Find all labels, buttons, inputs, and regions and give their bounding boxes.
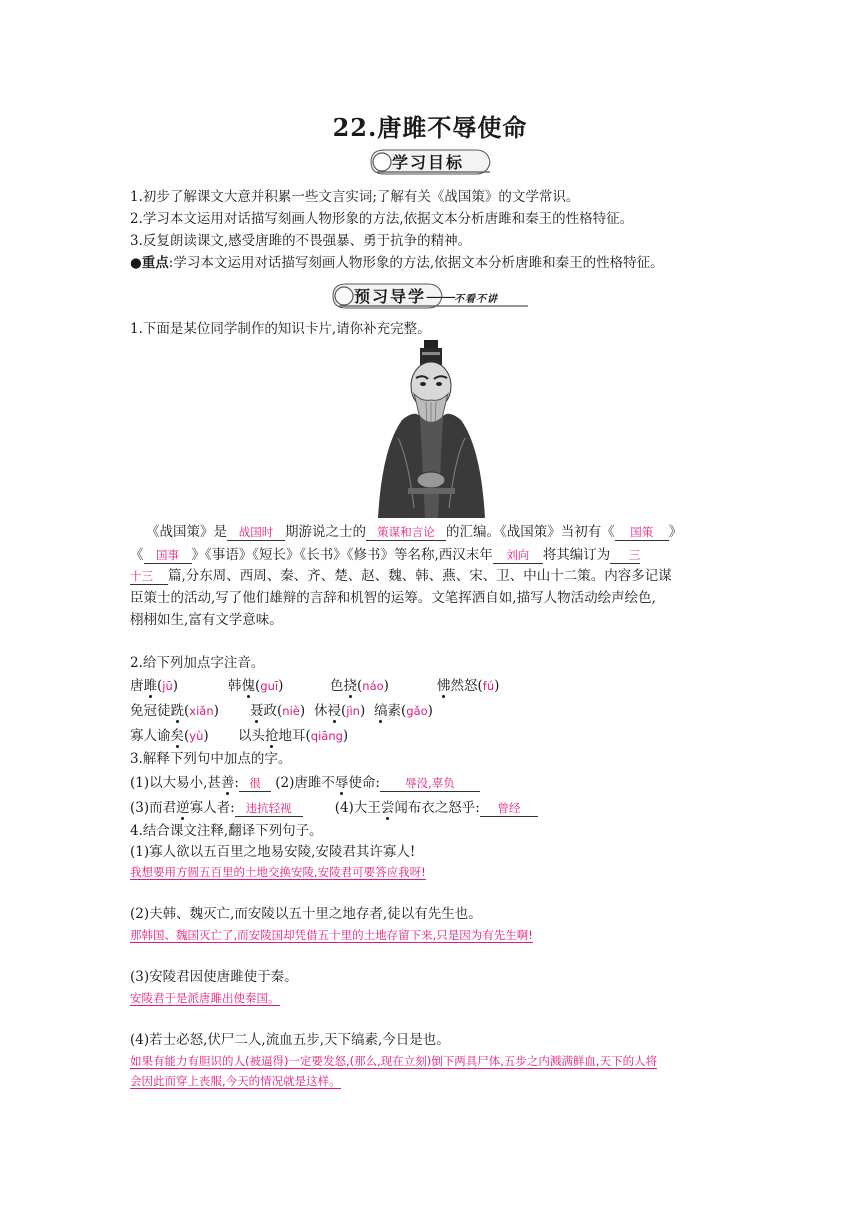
pinyin-item: [228, 676, 283, 696]
dotted-char: 抢: [265, 728, 279, 744]
text: ): [203, 728, 209, 744]
banner-preview-main: 预习导学: [354, 287, 427, 306]
portrait-image: [368, 338, 495, 518]
text: 地耳(: [278, 728, 311, 744]
pinyin-item: [437, 676, 499, 696]
text: ): [342, 728, 349, 744]
q1-line-1: [146, 522, 682, 542]
goal-3: 3.反复朗读课文,感受唐雎的不畏强暴、勇于抗争的精神。: [130, 233, 472, 249]
answer-blank: [366, 524, 446, 541]
dotted-char: 善: [220, 775, 235, 791]
answer-blank: [610, 547, 640, 564]
dotted-char: 挠: [343, 678, 357, 694]
answer-text: 辱没,辜负: [405, 776, 455, 790]
text: 色: [330, 678, 344, 694]
text: 政(: [263, 703, 283, 719]
q1-line-5: 栩栩如生,富有文学意味。: [130, 612, 283, 628]
dotted-char: 尝: [380, 800, 395, 816]
text: 《战国策》是: [146, 524, 227, 540]
dotted-char: 辱: [334, 775, 349, 791]
pinyin: xiǎn: [189, 704, 214, 718]
text: (: [184, 703, 190, 719]
text: ): [494, 678, 500, 694]
answer-text: 国事: [156, 548, 179, 562]
answer-blank: [480, 800, 538, 817]
text: (: [255, 678, 261, 694]
text: 将其编订为: [542, 547, 611, 563]
text: ): [299, 703, 306, 719]
text: 休: [314, 703, 328, 719]
goal-2: 2.学习本文运用对话描写刻画人物形象的方法,依据文本分析唐雎和秦王的性格特征。: [130, 211, 634, 227]
answer-text: 刘向: [506, 548, 530, 562]
pinyin: jū: [162, 679, 173, 693]
text: 篇,分东周、西周、秦、齐、楚、赵、魏、韩、燕、宋、卫、中山十二策。内容多记谋: [168, 568, 672, 584]
q4-item-4-answer-line-1: [130, 1053, 734, 1069]
answer-blank: [615, 524, 669, 541]
dotted-char: 雎: [143, 678, 157, 694]
text: (4)大王: [334, 800, 381, 816]
text: 》: [668, 524, 683, 540]
answer-text: 曾经: [497, 801, 521, 815]
text: 免冠徒: [130, 703, 171, 719]
dotted-char: 怫: [437, 678, 451, 694]
dotted-char: 跣: [170, 703, 184, 719]
dotted-char: 聂: [250, 703, 264, 719]
answer-text: 违抗轻视: [245, 801, 292, 815]
banner-goals-label: 学习目标: [392, 153, 465, 172]
text: (1)以大易小,甚: [130, 775, 221, 791]
q4-item-2-answer: [130, 927, 734, 943]
answer-blank: [130, 568, 168, 585]
dotted-char: 祲: [327, 703, 341, 719]
text: (: [341, 703, 347, 719]
pinyin-item: [238, 726, 348, 746]
pinyin-item: [130, 676, 178, 696]
pinyin: guī: [260, 679, 279, 693]
dotted-char: 缟: [374, 703, 388, 719]
text: ): [172, 678, 179, 694]
pinyin-item: [130, 701, 219, 721]
q1-line-4: 臣策士的活动,写了他们雄辩的言辞和机智的运筹。文笔挥洒自如,描写人物活动绘声绘色,: [130, 590, 656, 606]
colon: :: [168, 255, 174, 271]
answer-text: 会因此而穿上丧服,今天的情况就是这样。: [130, 1074, 341, 1088]
text: ): [278, 678, 284, 694]
q1-line-2: [130, 545, 640, 565]
q3-row-1: [130, 773, 480, 793]
key-point: [130, 253, 664, 273]
text: 寡人者:: [189, 800, 235, 816]
answer-text: 如果有能力有胆识的人(被逼得)一定要发怒,(那么,现在立刻)倒下两具尸体,五步之内溅满鲜血,天下的人将: [130, 1054, 658, 1068]
pinyin-item: [314, 701, 365, 721]
pinyin: náo: [362, 679, 384, 693]
q4-item-3-answer: [130, 990, 734, 1006]
pinyin-item: [130, 726, 209, 746]
text: 闻布衣之怒乎:: [394, 800, 480, 816]
text: (2)唐雎不: [275, 775, 335, 791]
text: ): [359, 703, 366, 719]
pinyin: qiāng: [310, 729, 343, 743]
text: 素(: [387, 703, 407, 719]
answer-text: 那韩国、魏国灭亡了,而安陵国却凭借五十里的土地存留下来,只是因为有先生啊!: [130, 928, 533, 942]
pinyin-item: [250, 701, 305, 721]
q4-item-2-question: (2)夫韩、魏灭亡,而安陵以五十里之地存者,徒以有先生也。: [130, 906, 482, 922]
text: 期游说之士的: [285, 524, 366, 540]
answer-blank: [239, 775, 271, 792]
q4-item-3-question: (3)安陵君因使唐雎使于秦。: [130, 969, 298, 985]
pinyin-item: [330, 676, 389, 696]
text: ): [213, 703, 219, 719]
answer-blank: [227, 524, 285, 541]
text: 使命:: [348, 775, 380, 791]
q1-line-3: [130, 566, 672, 586]
q4-item-1-question: (1)寡人欲以五百里之地易安陵,安陵君其许寡人!: [130, 844, 416, 860]
pinyin: niè: [282, 704, 300, 718]
answer-blank: [493, 547, 543, 564]
page-title: 22.唐雎不辱使命: [332, 113, 528, 142]
text: 然怒(: [450, 678, 483, 694]
q4-item-1-answer: [130, 864, 734, 880]
answer-text: 三: [628, 548, 641, 562]
pinyin: gǎo: [406, 704, 428, 718]
answer-text: 策谋和言论: [377, 525, 435, 539]
pinyin: yù: [189, 729, 204, 743]
dotted-char: 逆: [176, 800, 190, 816]
q3-row-2: [130, 798, 538, 818]
text: 韩: [228, 678, 242, 694]
section-banner-goals: [368, 146, 494, 176]
q3-prompt: 3.解释下列句中加点的字。: [130, 751, 292, 767]
answer-text: 我想要用方圆五百里的土地交换安陵,安陵君可要答应我呀!: [130, 865, 426, 879]
text: 唐: [130, 678, 144, 694]
banner-preview-label: [354, 284, 498, 307]
text: ): [427, 703, 433, 719]
text: 的汇编。《战国策》当初有《: [446, 524, 615, 540]
text: ): [383, 678, 389, 694]
text: (: [357, 678, 363, 694]
text: 《: [130, 547, 144, 563]
answer-blank: [380, 775, 480, 792]
answer-text: 很: [249, 776, 261, 790]
q4-item-4-question: (4)若士必怒,伏尸二人,流血五步,天下缟素,今日是也。: [130, 1032, 450, 1048]
pinyin: fú: [482, 679, 495, 693]
q1-prompt: 1.下面是某位同学制作的知识卡片,请你补充完整。: [130, 321, 431, 337]
goal-1: 1.初步了解课文大意并积累一些文言实词;了解有关《战国策》的文学常识。: [130, 189, 580, 205]
pinyin-item: [374, 701, 433, 721]
q4-prompt: 4.结合课文注释,翻译下列句子。: [130, 823, 323, 839]
answer-text: 十三: [130, 569, 153, 583]
text: (3)而君: [130, 800, 177, 816]
dotted-char: 傀: [241, 678, 255, 694]
text: 以头: [238, 728, 265, 744]
banner-preview-sub: 不看不讲: [454, 294, 499, 305]
text: 寡人谕: [130, 728, 171, 744]
pinyin: jìn: [346, 704, 360, 718]
dotted-char: 矣: [170, 728, 184, 744]
q2-prompt: 2.给下列加点字注音。: [130, 655, 265, 671]
answer-blank: [144, 547, 192, 564]
answer-text: 国策: [630, 525, 654, 539]
text: (: [157, 678, 163, 694]
answer-blank: [235, 800, 303, 817]
answer-text: 安陵君于是派唐雎出使秦国。: [130, 991, 280, 1005]
section-banner-preview: [330, 280, 530, 310]
banner-preview-dash: ——: [426, 287, 455, 306]
key-point-label: 重点: [141, 255, 169, 271]
text: 》《事语》《短长》《长书》《修书》等名称,西汉末年: [191, 547, 493, 563]
bullet: ●: [130, 255, 142, 271]
text: (: [184, 728, 190, 744]
text: :: [234, 775, 239, 791]
answer-text: 战国时: [238, 525, 274, 539]
key-point-text: 学习本文运用对话描写刻画人物形象的方法,依据文本分析唐雎和秦王的性格特征。: [173, 255, 664, 271]
q4-item-4-answer-line-2: [130, 1073, 734, 1089]
